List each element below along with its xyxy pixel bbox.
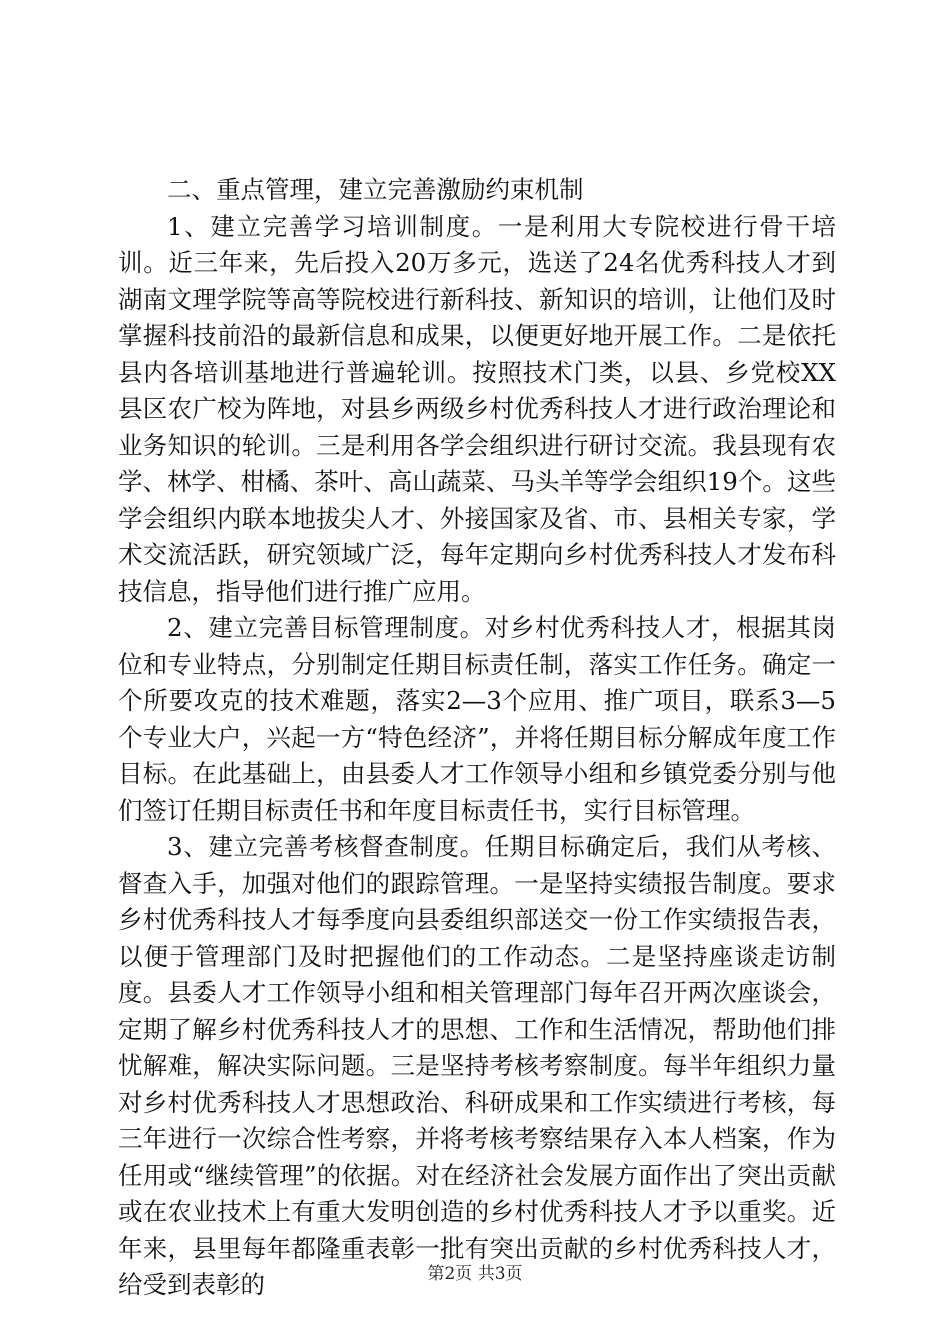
page-footer: 第2页 共3页 [427,1264,523,1284]
section-heading: 二、重点管理，建立完善激励约束机制 [167,175,584,204]
paragraph-assessment: 3、建立完善考核督查制度。任期目标确定后，我们从考核、督查入手，加强对他们的跟踪管理。一是坚持实绩报告制度。要求乡村优秀科技人才每季度向县委组织部送交一份工作实绩报告表，以便于管理部门及时把握他们的工作动态。二是坚持座谈走访制度。县委人才工作领导小组和相关管理部门每年召开两次座谈会，定期了解乡村优秀科技人才的思想、工作和生活情况，帮助他们排忧解难，解决实际问题。三是坚持考核考察制度。每半年组织力量对乡村优秀科技人才思想政治、科研成果和工作实绩进行考核，每三年进行一次综合性考察，并将考核考察结果存入本人档案，作为任用或“继续管理”的依据。对在经济社会发展方面作出了突出贡献或在农业技术上有重大发明创造的乡村优秀科技人才予以重奖。近年来，县里每年都隆重表彰一批有突出贡献的乡村优秀科技人才，给受到表彰的 [118,832,836,1299]
paragraph-training: 1、建立完善学习培训制度。一是利用大专院校进行骨干培训。近三年来，先后投入20万多元，选送了24名优秀科技人才到湖南文理学院等高等院校进行新科技、新知识的培训，让他们及时掌握科技前沿的最新信息和成果，以便更好地开展工作。二是依托县内各培训基地进行普遍轮训。按照技术门类，以县、乡党校XX县区农广校为阵地，对县乡两级乡村优秀科技人才进行政治理论和业务知识的轮训。三是利用各学会组织进行研讨交流。我县现有农学、林学、柑橘、茶叶、高山蔬菜、马头羊等学会组织19个。这些学会组织内联本地拔尖人才、外接国家及省、市、县相关专家，学术交流活跃，研究领域广泛，每年定期向乡村优秀科技人才发布科技信息，指导他们进行推广应用。 [118,211,836,606]
paragraph-target-management: 2、建立完善目标管理制度。对乡村优秀科技人才，根据其岗位和专业特点，分别制定任期目标责任制，落实工作任务。确定一个所要攻克的技术难题，落实2—3个应用、推广项目，联系3—5个专业大户，兴起一方“特色经济”，并将任期目标分解成年度工作目标。在此基础上，由县委人才工作领导小组和乡镇党委分别与他们签订任期目标责任书和年度目标责任书，实行目标管理。 [118,613,836,825]
document-body [118,172,836,1304]
